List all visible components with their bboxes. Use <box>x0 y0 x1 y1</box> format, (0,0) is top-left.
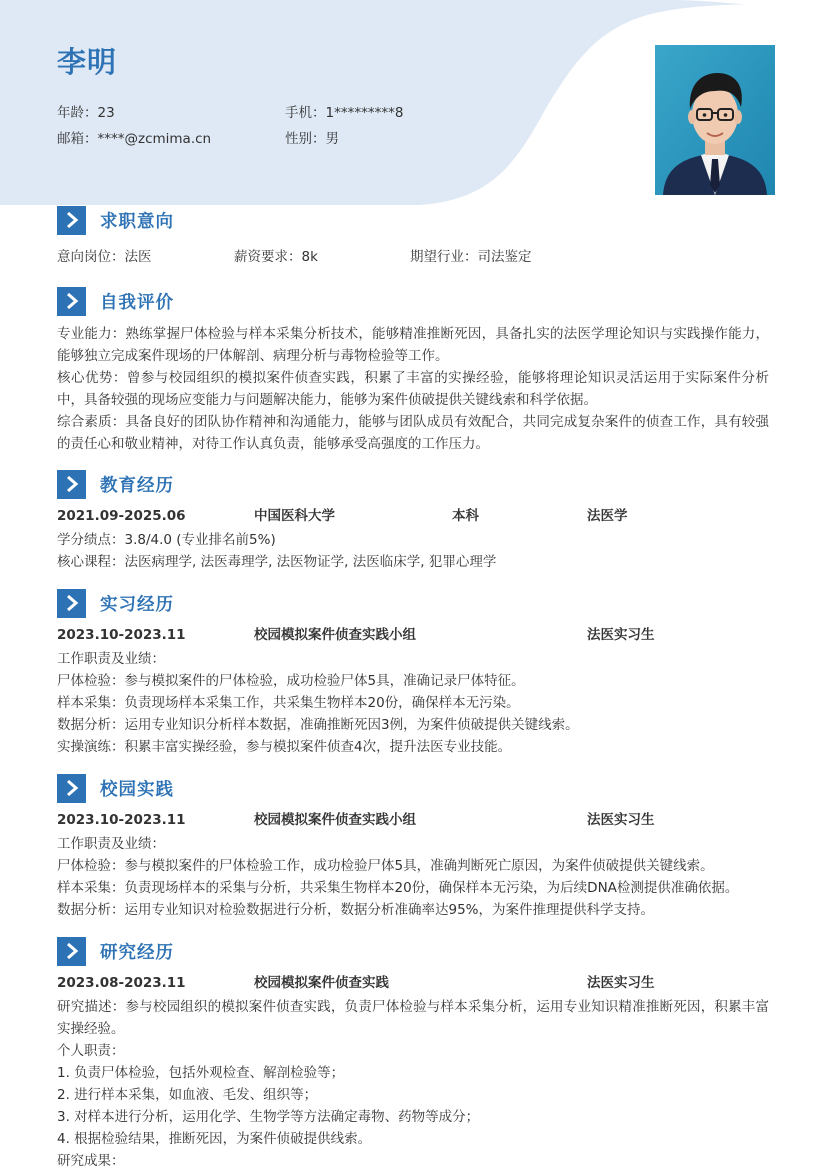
section-title: 教育经历 <box>100 475 174 496</box>
internship-line: 工作职责及业绩： <box>57 651 165 667</box>
campus-date: 2023.10-2023.11 <box>57 812 186 828</box>
research-line: 3. 对样本进行分析，运用化学、生物学等方法确定毒物、药物等成分； <box>57 1109 480 1125</box>
email-field: 邮箱：****@zcmima.cn <box>57 131 212 147</box>
internship-role: 法医实习生 <box>587 627 655 643</box>
intent-row <box>57 246 769 268</box>
campus-line: 样本采集：负责现场样本的采集与分析，共采集生物样本20份，确保样本无污染，为后续DNA检测提供准确依据。 <box>57 880 739 896</box>
gender-field: 性别：男 <box>285 131 339 147</box>
section-title: 校园实践 <box>100 779 174 800</box>
section-title: 求职意向 <box>100 211 174 232</box>
research-line: 个人职责： <box>57 1043 125 1059</box>
education-row <box>57 505 769 527</box>
section-header-campus <box>57 773 174 803</box>
section-header-intent <box>57 205 174 235</box>
section-header-self-eval <box>57 286 174 316</box>
research-line: 2. 进行样本采集，如血液、毛发、组织等； <box>57 1087 318 1103</box>
age-field: 年龄：23 <box>57 105 115 121</box>
phone-field: 手机：1*********8 <box>285 105 404 121</box>
internship-line: 样本采集：负责现场样本采集工作，共采集生物样本20份，确保样本无污染。 <box>57 695 520 711</box>
research-line: 研究成果： <box>57 1153 125 1169</box>
education-date: 2021.09-2025.06 <box>57 508 186 524</box>
campus-line: 数据分析：运用专业知识对检验数据进行分析，数据分析准确率达95%，为案件推理提供科学支持。 <box>57 902 655 918</box>
research-description: 研究描述：参与校园组织的模拟案件侦查实践，负责尸体检验与样本采集分析，运用专业知识精准推断死因，积累丰富实操经验。 <box>57 999 769 1037</box>
education-school: 中国医科大学 <box>254 508 335 524</box>
self-eval-paragraph: 专业能力：熟练掌握尸体检验与样本采集分析技术，能够精准推断死因，具备扎实的法医学理论知识与实践操作能力，能够独立完成案件现场的尸体解剖、病理分析与毒物检验等工作。 <box>57 326 769 364</box>
internship-line: 尸体检验：参与模拟案件的尸体检验，成功检验尸体5具，准确记录尸体特征。 <box>57 673 525 689</box>
research-date: 2023.08-2023.11 <box>57 975 186 991</box>
intent-salary: 薪资要求：8k <box>234 249 318 265</box>
section-header-internship <box>57 588 174 618</box>
research-line: 1. 负责尸体检验，包括外观检查、解剖检验等； <box>57 1065 345 1081</box>
education-courses: 核心课程：法医病理学, 法医毒理学, 法医物证学, 法医临床学, 犯罪心理学 <box>57 554 497 570</box>
education-gpa: 学分绩点：3.8/4.0 (专业排名前5%) <box>57 532 276 548</box>
education-major: 法医学 <box>587 508 628 524</box>
chevron-right-icon <box>57 206 86 235</box>
section-header-education <box>57 469 174 499</box>
chevron-right-icon <box>57 937 86 966</box>
internship-date: 2023.10-2023.11 <box>57 627 186 643</box>
chevron-right-icon <box>57 470 86 499</box>
campus-line: 工作职责及业绩： <box>57 836 165 852</box>
self-eval-paragraph: 综合素质：具备良好的团队协作精神和沟通能力，能够与团队成员有效配合，共同完成复杂案件的侦查工作，具有较强的责任心和敬业精神，对待工作认真负责，能够承受高强度的工作压力。 <box>57 414 769 452</box>
intent-industry: 期望行业：司法鉴定 <box>410 249 532 265</box>
self-eval-paragraph: 核心优势：曾参与校园组织的模拟案件侦查实践，积累了丰富的实操经验，能够将理论知识灵活运用于实际案件分析中，具备较强的现场应变能力与问题解决能力，能够为案件侦破提供关键线索和科学依据。 <box>57 370 769 408</box>
section-title: 实习经历 <box>100 594 174 615</box>
chevron-right-icon <box>57 287 86 316</box>
campus-row <box>57 809 769 831</box>
campus-role: 法医实习生 <box>587 812 655 828</box>
internship-line: 实操演练：积累丰富实操经验，参与模拟案件侦查4次，提升法医专业技能。 <box>57 739 512 755</box>
chevron-right-icon <box>57 589 86 618</box>
intent-position: 意向岗位：法医 <box>57 249 152 265</box>
research-role: 法医实习生 <box>587 975 655 991</box>
campus-org: 校园模拟案件侦查实践小组 <box>254 812 416 828</box>
internship-org: 校园模拟案件侦查实践小组 <box>254 627 416 643</box>
education-degree: 本科 <box>452 508 479 524</box>
section-header-research <box>57 936 174 966</box>
internship-line: 数据分析：运用专业知识分析样本数据，准确推断死因3例，为案件侦破提供关键线索。 <box>57 717 579 733</box>
research-row <box>57 972 769 994</box>
campus-line: 尸体检验：参与模拟案件的尸体检验工作，成功检验尸体5具，准确判断死亡原因，为案件侦破提供关键线索。 <box>57 858 714 874</box>
research-org: 校园模拟案件侦查实践 <box>254 975 389 991</box>
section-title: 自我评价 <box>100 292 174 313</box>
profile-photo <box>655 45 775 195</box>
research-line: 4. 根据检验结果，推断死因，为案件侦破提供线索。 <box>57 1131 372 1147</box>
chevron-right-icon <box>57 774 86 803</box>
candidate-name: 李明 <box>57 45 118 79</box>
section-title: 研究经历 <box>100 942 174 963</box>
internship-row <box>57 624 769 646</box>
